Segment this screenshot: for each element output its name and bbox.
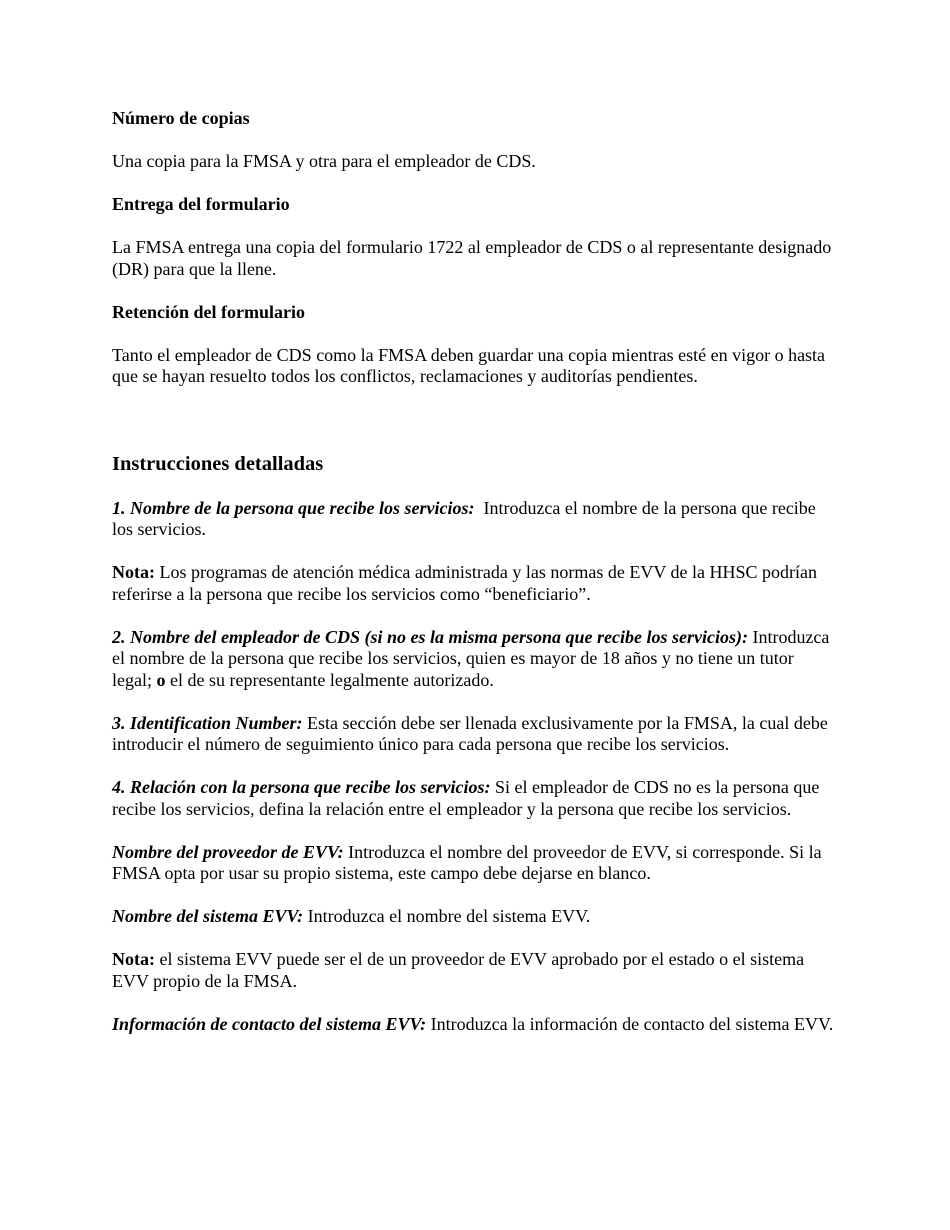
section-body-retention: Tanto el empleador de CDS como la FMSA deben guardar una copia mientras esté en vigor o hasta que se hayan resuelto todos los conflictos, reclamaciones y auditorías pendientes. (112, 344, 826, 386)
item-3-text: Esta sección debe ser llenada exclusivamente por la FMSA, la cual debe introducir el número de seguimiento único para cada persona que recibe los servicios. (112, 712, 828, 754)
contact-text: Introduzca la información de contacto del sistema EVV. (430, 1013, 834, 1034)
instruction-item-3 (112, 713, 837, 756)
item-2-text-after: el de su representante legalmente autorizado. (169, 669, 494, 690)
note-1 (112, 562, 837, 605)
note-1-label: Nota: (112, 562, 155, 582)
section-body-copies: Una copia para la FMSA y otra para el empleador de CDS. (112, 151, 536, 171)
instruction-item-1 (112, 498, 837, 541)
item-2-label: 2. Nombre del empleador de CDS (si no es la misma persona que recibe los servicios): (112, 626, 748, 647)
provider-label: Nombre del proveedor de EVV: (112, 841, 344, 862)
instruction-provider (112, 842, 837, 885)
note-2 (112, 949, 837, 992)
item-4-text: Si el empleador de CDS no es la persona que recibe los servicios, defina la relación entre el empleador y la persona que recibe los servicios. (112, 777, 820, 819)
system-label: Nombre del sistema EVV: (112, 906, 304, 926)
contact-label: Información de contacto del sistema EVV: (112, 1013, 427, 1034)
instruction-item-4 (112, 777, 837, 820)
item-1-label: 1. Nombre de la persona que recibe los servicios: (112, 497, 475, 518)
item-1-text: Introduzca el nombre de la persona que recibe los servicios. (112, 497, 816, 539)
instruction-system (112, 906, 837, 928)
item-4-label: 4. Relación con la persona que recibe los servicios: (112, 777, 491, 797)
provider-text: Introduzca el nombre del proveedor de EVV, si corresponde. Si la FMSA opta por usar su propio sistema, este campo debe dejarse en blanco. (112, 841, 822, 883)
instruction-item-2 (112, 627, 837, 692)
section-heading-delivery: Entrega del formulario (112, 194, 290, 214)
note-2-label: Nota: (112, 949, 155, 969)
system-text: Introduzca el nombre del sistema EVV. (307, 906, 591, 926)
instructions-heading: Instrucciones detalladas (112, 453, 324, 475)
section-body-delivery: La FMSA entrega una copia del formulario 1722 al empleador de CDS o al representante designado (DR) para que la llene. (112, 237, 832, 279)
item-2-text-before: Introduzca el nombre de la persona que recibe los servicios, quien es mayor de 18 años y no tiene un tutor legal; (112, 626, 830, 690)
document-page (112, 108, 837, 1057)
note-2-text: el sistema EVV puede ser el de un proveedor de EVV aprobado por el estado o el sistema EVV propio de la FMSA. (112, 949, 805, 991)
section-spacer (112, 409, 837, 452)
instruction-contact (112, 1014, 837, 1036)
section-heading-copies: Número de copias (112, 108, 250, 128)
item-2-bold-word: o (156, 669, 166, 690)
note-1-text: Los programas de atención médica administrada y las normas de EVV de la HHSC podrían referirse a la persona que recibe los servicios como “beneficiario”. (112, 562, 817, 604)
item-3-label: 3. Identification Number: (112, 712, 303, 733)
section-heading-retention: Retención del formulario (112, 301, 305, 322)
